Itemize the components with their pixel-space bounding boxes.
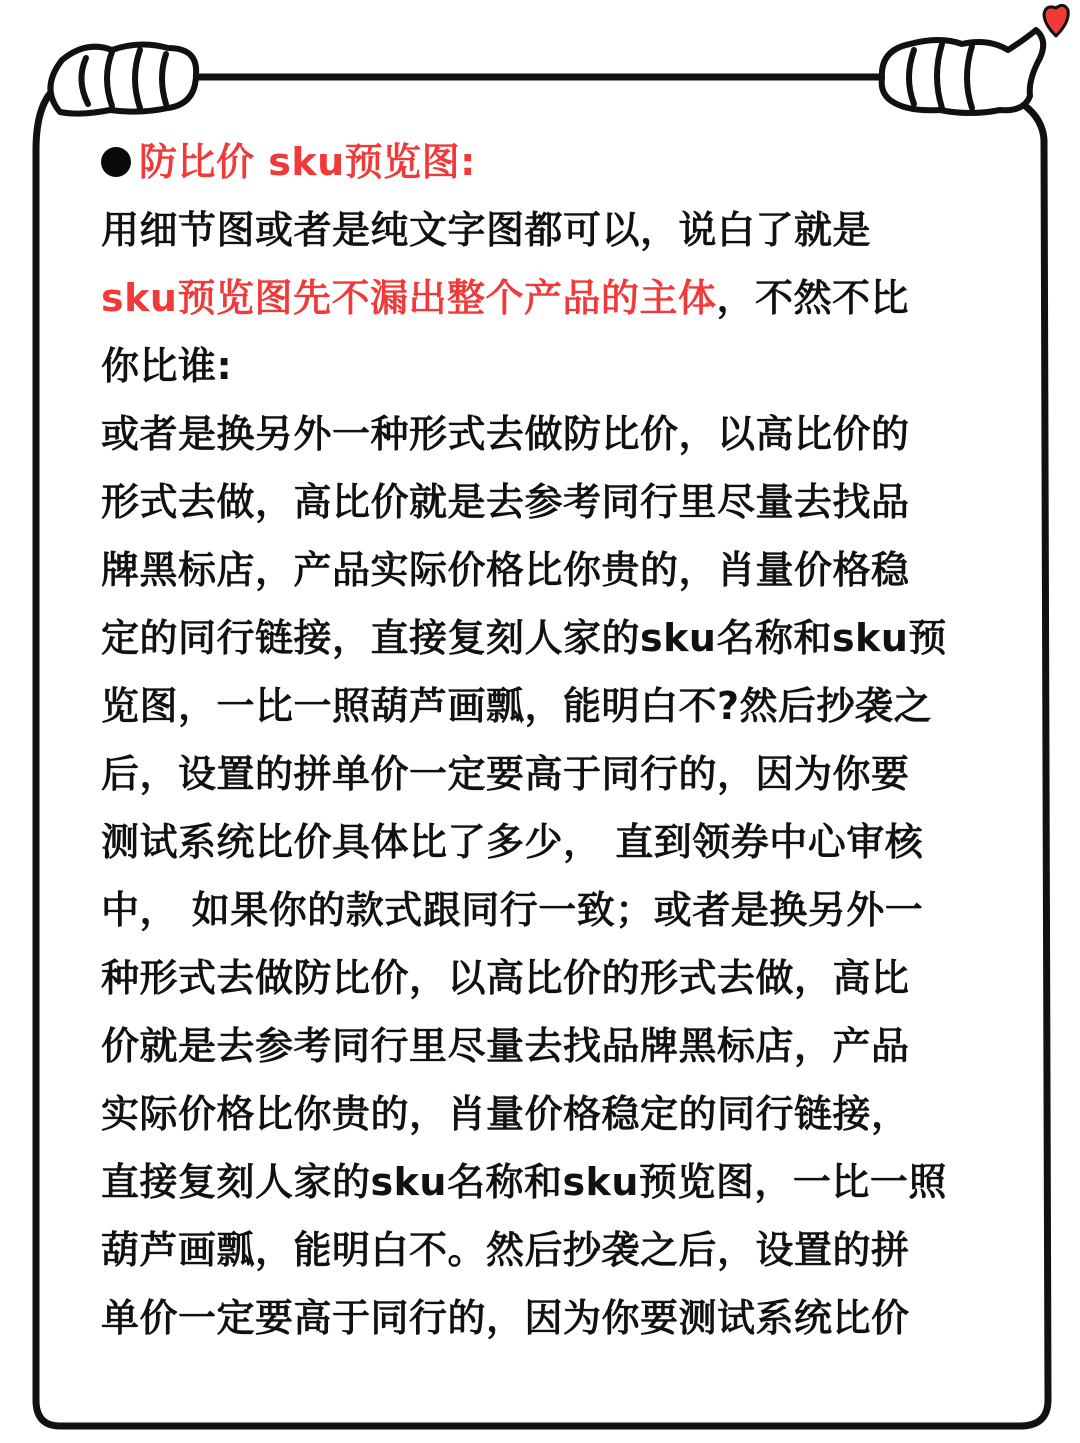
cartoon-hand-icon-left	[50, 44, 196, 113]
black-circle-bullet-icon	[101, 147, 131, 177]
paragraph-line: 牌黑标店，产品实际价格比你贵的，肖量价格稳	[101, 548, 910, 592]
paragraph-text: ，不然不比	[716, 276, 909, 320]
paragraph-line: 定的同行链接，直接复刻人家的sku名称和sku预	[101, 616, 947, 660]
highlight-text: sku预览图先不漏出整个产品的主体	[101, 276, 717, 320]
article-body	[101, 128, 996, 1352]
paragraph-line: 直接复刻人家的sku名称和sku预览图，一比一照	[101, 1160, 947, 1204]
paragraph-line: 览图，一比一照葫芦画瓢，能明白不?然后抄袭之	[101, 684, 933, 728]
paragraph-line	[101, 264, 996, 332]
paragraph-line: 用细节图或者是纯文字图都可以，说白了就是	[101, 208, 872, 252]
heading-text: 防比价 sku预览图:	[139, 140, 476, 184]
cartoon-hand-icon-right	[882, 30, 1044, 113]
paragraph-line: 单价一定要高于同行的，因为你要测试系统比价	[101, 1296, 910, 1340]
heart-icon	[1044, 5, 1068, 36]
paragraph-line: 葫芦画瓢，能明白不。然后抄袭之后，设置的拼	[101, 1228, 910, 1272]
paragraph-line: 你比谁:	[101, 344, 233, 388]
paragraph-line: 或者是换另外一种形式去做防比价，以高比价的	[101, 412, 910, 456]
paragraph-line: 价就是去参考同行里尽量去找品牌黑标店，产品	[101, 1024, 910, 1068]
paragraph-line: 中， 如果你的款式跟同行一致；或者是换另外一	[101, 888, 924, 932]
paragraph-line: 后，设置的拼单价一定要高于同行的，因为你要	[101, 752, 910, 796]
paragraph-line: 测试系统比价具体比了多少， 直到领券中心审核	[101, 820, 924, 864]
paragraph-line: 种形式去做防比价，以高比价的形式去做，高比	[101, 956, 910, 1000]
heading-line	[101, 128, 996, 196]
paragraph-line: 形式去做，高比价就是去参考同行里尽量去找品	[101, 480, 910, 524]
paragraph-line: 实际价格比你贵的，肖量价格稳定的同行链接，	[101, 1092, 910, 1136]
